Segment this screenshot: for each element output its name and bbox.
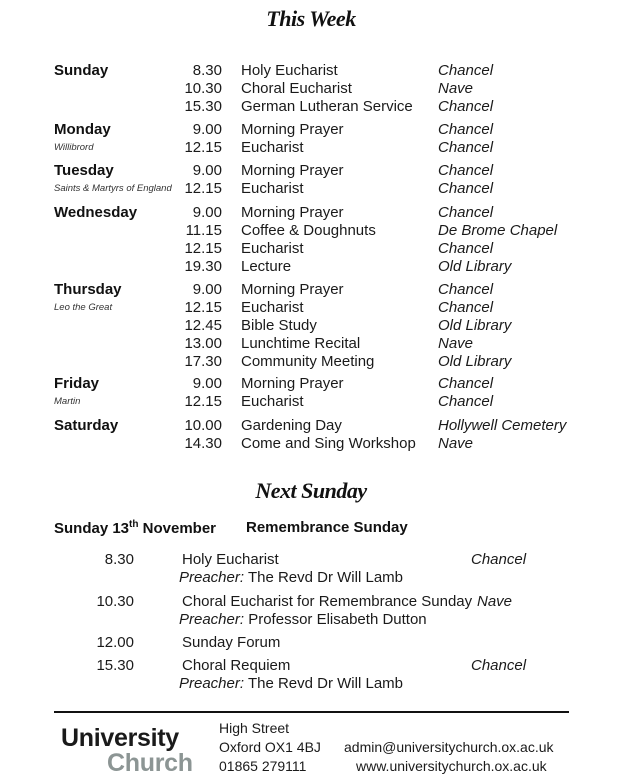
event-service: Morning Prayer [241, 375, 344, 392]
event-location: Old Library [438, 352, 512, 370]
ns-service-name: Choral Requiem [182, 657, 291, 674]
event-time: 11.15 [185, 221, 222, 239]
day-label: Thursday [54, 281, 122, 298]
event-time: 12.15 [184, 392, 222, 410]
ns-service-time: 12.00 [96, 634, 134, 651]
event-service: Eucharist [241, 138, 304, 156]
event-time: 17.30 [184, 352, 222, 370]
event-time: 9.00 [192, 281, 222, 298]
preacher-label: Preacher: [179, 569, 245, 586]
event-time: 9.00 [192, 121, 222, 138]
website-link[interactable]: www.universitychurch.ox.ac.uk [356, 758, 547, 774]
event-time: 12.15 [184, 179, 222, 197]
event-service: Eucharist [241, 239, 304, 257]
event-location: Chancel [438, 281, 494, 298]
event-time: 12.15 [184, 239, 222, 257]
event-time: 9.00 [192, 375, 222, 392]
this-week-heading: This Week [266, 6, 356, 31]
email-link[interactable]: admin@universitychurch.ox.ac.uk [344, 739, 554, 755]
event-location: Old Library [438, 316, 512, 334]
event-service: Morning Prayer [241, 121, 344, 138]
day-label: Sunday [54, 62, 109, 79]
event-time: 12.15 [184, 138, 222, 156]
event-time: 13.00 [184, 334, 222, 352]
event-service: Choral Eucharist [241, 79, 352, 97]
ns-service-location: Nave [477, 593, 513, 610]
event-time: 10.00 [184, 417, 222, 434]
event-service: Gardening Day [241, 417, 342, 434]
event-time: 12.45 [184, 316, 222, 334]
ns-service-location: Chancel [471, 551, 527, 568]
event-location: Nave [438, 334, 474, 352]
event-service: Eucharist [241, 392, 304, 410]
event-location: Chancel [438, 97, 494, 115]
event-service: Lecture [241, 257, 292, 275]
event-location: Nave [438, 434, 474, 452]
next-sunday-occasion: Remembrance Sunday [246, 519, 408, 536]
ns-service-location: Chancel [471, 657, 527, 674]
ns-service-name: Holy Eucharist [182, 551, 279, 568]
event-time: 8.30 [192, 62, 222, 79]
logo-university: University [61, 724, 179, 752]
event-location: Chancel [438, 375, 494, 392]
address-line1: High Street [219, 720, 290, 736]
event-time: 10.30 [184, 79, 222, 97]
event-location: Chancel [438, 298, 494, 316]
event-service: Come and Sing Workshop [241, 434, 416, 452]
ns-service-time: 15.30 [96, 657, 134, 674]
event-location: Nave [438, 79, 474, 97]
event-time: 12.15 [184, 298, 222, 316]
phone-number: 01865 279111 [219, 758, 307, 774]
preacher-label: Preacher: [179, 611, 245, 628]
preacher-line [179, 569, 403, 586]
event-service: Holy Eucharist [241, 62, 338, 79]
event-service: Coffee & Doughnuts [241, 221, 376, 239]
preacher-label: Preacher: [179, 675, 245, 692]
saint-day: Saints & Martyrs of England [54, 183, 172, 194]
event-service: Community Meeting [241, 352, 375, 370]
address-line2: Oxford OX1 4BJ [219, 739, 321, 755]
ns-service-name: Sunday Forum [182, 634, 281, 651]
event-service: Lunchtime Recital [241, 334, 361, 352]
ns-service-time: 8.30 [104, 551, 134, 568]
event-location: Chancel [438, 138, 494, 156]
preacher-name: The Revd Dr Will Lamb [247, 569, 403, 586]
preacher-line [179, 611, 427, 628]
event-service: German Lutheran Service [241, 97, 413, 115]
event-location: Old Library [438, 257, 512, 275]
event-location: Chancel [438, 239, 494, 257]
ns-service-time: 10.30 [96, 593, 134, 610]
event-service: Morning Prayer [241, 204, 344, 221]
event-time: 19.30 [184, 257, 222, 275]
day-label: Monday [54, 121, 111, 138]
event-service: Eucharist [241, 298, 304, 316]
event-time: 14.30 [184, 434, 222, 452]
day-label: Wednesday [54, 204, 138, 221]
event-location: Chancel [438, 62, 494, 79]
day-label: Tuesday [54, 162, 114, 179]
event-service: Bible Study [241, 316, 317, 334]
day-label: Friday [54, 375, 100, 392]
preacher-name: Professor Elisabeth Dutton [248, 611, 427, 628]
event-location: Chancel [438, 121, 494, 138]
next-sunday-date: Sunday 13th November [54, 519, 217, 537]
saint-day: Martin [54, 396, 81, 407]
event-time: 15.30 [184, 97, 222, 115]
event-service: Eucharist [241, 179, 304, 197]
ns-service-name: Choral Eucharist for Remembrance Sunday [182, 593, 473, 610]
event-location: Chancel [438, 204, 494, 221]
event-location: Chancel [438, 162, 494, 179]
preacher-line [179, 675, 403, 692]
event-location: Hollywell Cemetery [438, 417, 567, 434]
saint-day: Willibrord [54, 142, 94, 153]
event-service: Morning Prayer [241, 162, 344, 179]
event-time: 9.00 [192, 162, 222, 179]
day-label: Saturday [54, 417, 119, 434]
event-time: 9.00 [192, 204, 222, 221]
saint-day: Leo the Great [54, 302, 113, 313]
event-location: Chancel [438, 392, 494, 410]
event-location: Chancel [438, 179, 494, 197]
next-sunday-heading: Next Sunday [255, 478, 367, 503]
footer-divider [54, 711, 569, 713]
event-service: Morning Prayer [241, 281, 344, 298]
logo-church: Church [107, 749, 193, 777]
preacher-name: The Revd Dr Will Lamb [247, 675, 403, 692]
event-location: De Brome Chapel [438, 221, 558, 239]
